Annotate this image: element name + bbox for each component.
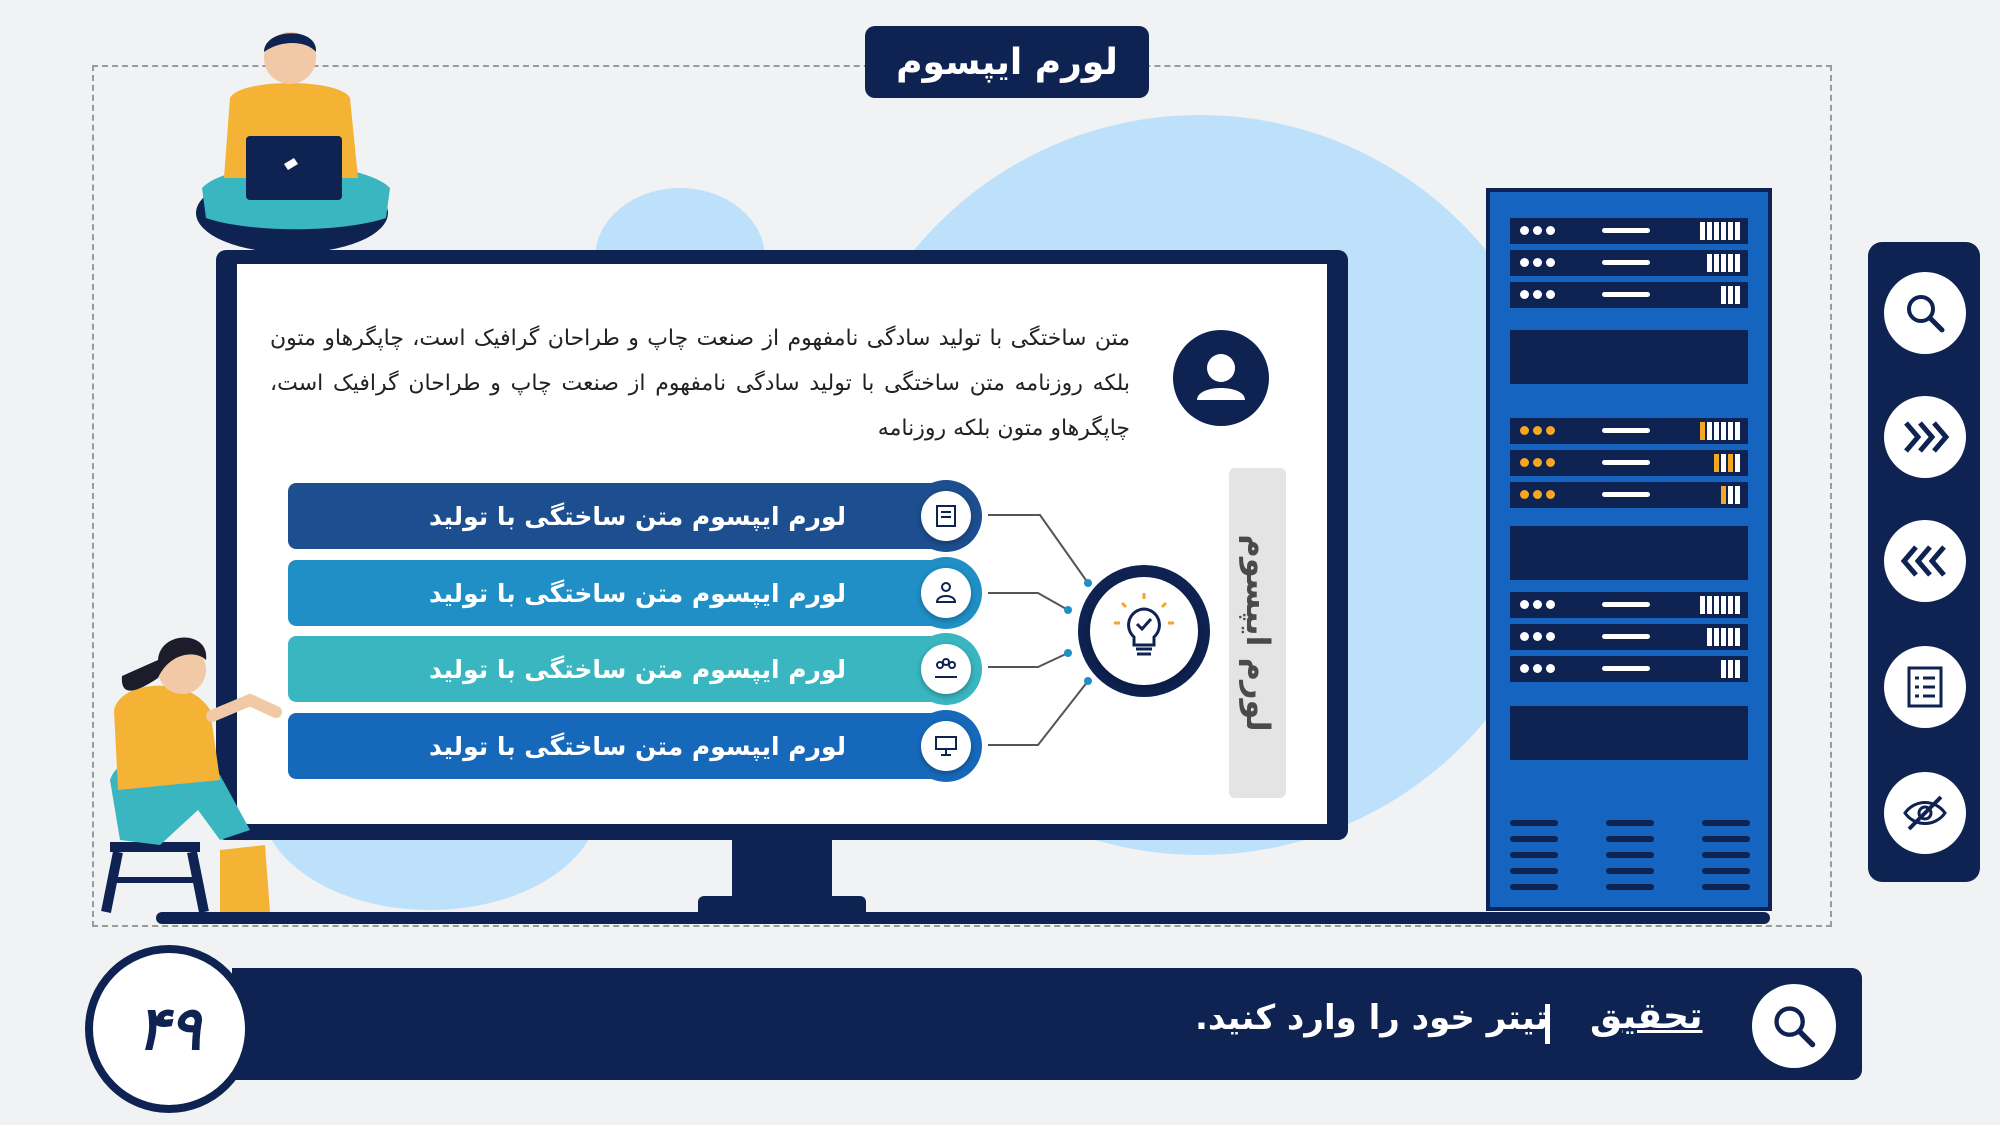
footer-tag-link[interactable]: تحقیق <box>1590 996 1703 1037</box>
toolbar-next-button[interactable] <box>1884 396 1966 478</box>
user-stand-icon <box>933 580 959 606</box>
footer-title: تیتر خود را وارد کنید. <box>1195 998 1549 1038</box>
list-item[interactable] <box>288 636 978 702</box>
list-item[interactable] <box>288 483 978 549</box>
man-with-laptop-illustration <box>190 18 400 273</box>
list-item-icon-ring <box>910 480 982 552</box>
eye-off-icon <box>1901 793 1949 833</box>
page-title: لورم ایپسوم <box>865 26 1149 98</box>
checklist-icon <box>1905 665 1945 709</box>
list-item[interactable] <box>288 713 978 779</box>
idea-hub <box>1078 565 1210 697</box>
list-item[interactable] <box>288 560 978 626</box>
monitor-stand <box>732 840 832 900</box>
list-item-label: لورم ایپسوم متن ساختگی با تولید <box>429 654 846 684</box>
lightbulb-icon <box>1090 577 1198 685</box>
toolbar-checklist-button[interactable] <box>1884 646 1966 728</box>
search-icon <box>1770 1002 1818 1050</box>
user-avatar-icon <box>1173 330 1269 426</box>
toolbar-prev-button[interactable] <box>1884 520 1966 602</box>
list-item-label: لورم ایپسوم متن ساختگی با تولید <box>429 731 846 761</box>
team-icon <box>932 656 960 682</box>
page-number-badge: ۴۹ <box>85 945 253 1113</box>
presentation-icon <box>933 733 959 759</box>
toolbar-hide-button[interactable] <box>1884 772 1966 854</box>
list-item-label: لورم ایپسوم متن ساختگی با تولید <box>429 578 846 608</box>
vertical-label-panel <box>1229 468 1286 798</box>
search-icon <box>1903 291 1947 335</box>
list-item-label: لورم ایپسوم متن ساختگی با تولید <box>429 501 846 531</box>
server-rack <box>1486 188 1772 911</box>
list-item-icon-ring <box>910 710 982 782</box>
footer-search-button[interactable] <box>1752 984 1836 1068</box>
list-item-icon-ring <box>910 557 982 629</box>
chevrons-right-icon <box>1900 417 1950 457</box>
floor-line <box>156 912 1770 924</box>
side-toolbar <box>1868 242 1980 882</box>
certificate-icon <box>933 503 959 529</box>
vertical-label: لورم ایپسوم <box>1238 534 1277 732</box>
woman-on-stool-illustration <box>100 630 315 915</box>
description-paragraph: متن ساختگی با تولید سادگی نامفهوم از صنعت چاپ و طراحان گرافیک است، چاپگرهاو متون بلکه روزنامه متن ساختگی با تولید سادگی نامفهوم از صنعت چاپ و طراحان گرافیک است، چاپگرهاو متون بلکه روزنامه <box>270 326 1130 441</box>
list-item-icon-ring <box>910 633 982 705</box>
chevrons-left-icon <box>1900 541 1950 581</box>
toolbar-search-button[interactable] <box>1884 272 1966 354</box>
